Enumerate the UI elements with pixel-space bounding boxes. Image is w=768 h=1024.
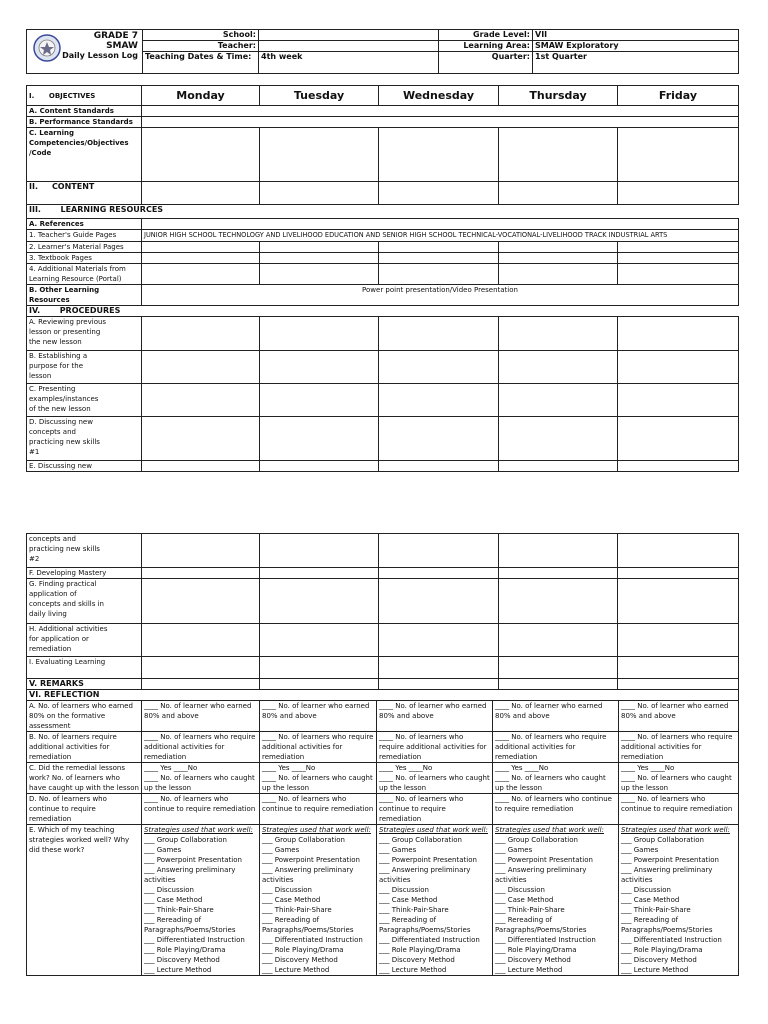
learning-resources-heading bbox=[27, 205, 739, 219]
cell bbox=[260, 624, 379, 657]
refl-d-friday: ____ No. of learners who continue to require remediation bbox=[619, 794, 739, 825]
proc-b-label: B. Establishing a purpose for the lesson bbox=[27, 351, 142, 384]
refl-c-tuesday: ____ Yes ____No ____ No. of learners who caught up the lesson bbox=[260, 763, 377, 794]
refl-a-monday: ____ No. of learner who earned 80% and above bbox=[142, 701, 260, 732]
header-logo-cell bbox=[27, 30, 143, 74]
cell bbox=[499, 568, 618, 579]
day-header-friday: Friday bbox=[618, 86, 739, 106]
page-1 bbox=[26, 29, 739, 472]
grade-level-value: VII bbox=[533, 30, 739, 41]
cell bbox=[499, 128, 618, 182]
additional-materials-label: 4. Additional Materials from Learning Resource (Portal) bbox=[27, 264, 142, 285]
refl-e-label: E. Which of my teaching strategies worked well? Why did these work? bbox=[27, 825, 142, 976]
cell bbox=[260, 351, 379, 384]
refl-b-friday: ____ No. of learners who require additional activities for remediation bbox=[619, 732, 739, 763]
content-heading bbox=[27, 182, 142, 205]
cell bbox=[379, 417, 499, 461]
section-label: LEARNING RESOURCES bbox=[60, 205, 164, 214]
refl-a-label: A. No. of learners who earned 80% on the formative assessment bbox=[27, 701, 142, 732]
cell bbox=[142, 253, 260, 264]
learners-material-label: 2. Learner's Material Pages bbox=[27, 242, 142, 253]
cell bbox=[618, 679, 739, 690]
strategies-heading: Strategies used that work well: bbox=[144, 826, 253, 834]
refl-a-wednesday: ____ No. of learner who earned 80% and above bbox=[377, 701, 493, 732]
cell bbox=[618, 317, 739, 351]
section-label: OBJECTIVES bbox=[48, 91, 96, 100]
cell bbox=[379, 461, 499, 472]
performance-standards-value bbox=[142, 117, 739, 128]
lesson-table-page2 bbox=[26, 533, 739, 701]
cell bbox=[260, 679, 379, 690]
cell bbox=[618, 579, 739, 624]
cell bbox=[618, 351, 739, 384]
strategies-list: ___ Group Collaboration ___ Games ___ Powerpoint Presentation ___ Answering preliminary activities ___ Discussion ___ Case Method ___ Think-Pair-Share ___ Rereading of Paragraphs/Poems/Stories ___ Differentiated Instruction ___ Role Playing/Drama ___ Discovery Method ___ Lecture Method bbox=[379, 836, 480, 974]
cell bbox=[142, 461, 260, 472]
refl-b-wednesday: ____ No. of learners who require additional activities for remediation bbox=[377, 732, 493, 763]
cell bbox=[260, 417, 379, 461]
cell bbox=[260, 657, 379, 679]
cell bbox=[260, 384, 379, 417]
section-num: I. bbox=[29, 91, 35, 100]
cell bbox=[142, 384, 260, 417]
cell bbox=[142, 242, 260, 253]
quarter-label: Quarter: bbox=[439, 52, 533, 74]
page-2 bbox=[26, 533, 739, 976]
refl-d-monday: ____ No. of learners who continue to require remediation bbox=[142, 794, 260, 825]
cell bbox=[379, 384, 499, 417]
day-header-tuesday: Tuesday bbox=[260, 86, 379, 106]
cell bbox=[142, 579, 260, 624]
cell bbox=[379, 182, 499, 205]
learning-area-label: Learning Area: bbox=[439, 41, 533, 52]
cell bbox=[499, 384, 618, 417]
objectives-heading bbox=[27, 86, 142, 106]
cell bbox=[142, 568, 260, 579]
cell bbox=[260, 253, 379, 264]
refl-e-monday bbox=[142, 825, 260, 976]
cell bbox=[499, 461, 618, 472]
cell bbox=[618, 568, 739, 579]
lesson-table-page1 bbox=[26, 85, 739, 472]
cell bbox=[499, 417, 618, 461]
cell bbox=[499, 657, 618, 679]
cell bbox=[618, 657, 739, 679]
refl-a-tuesday: ____ No. of learner who earned 80% and above bbox=[260, 701, 377, 732]
proc-h-label: H. Additional activities for application or remediation bbox=[27, 624, 142, 657]
performance-standards-label: B. Performance Standards bbox=[27, 117, 142, 128]
cell bbox=[618, 253, 739, 264]
day-header-thursday: Thursday bbox=[499, 86, 618, 106]
cell bbox=[142, 657, 260, 679]
cell bbox=[260, 182, 379, 205]
strategies-heading: Strategies used that work well: bbox=[262, 826, 371, 834]
cell bbox=[618, 264, 739, 285]
strategies-list: ___ Group Collaboration ___ Games ___ Powerpoint Presentation ___ Answering preliminary activities ___ Discussion ___ Case Method ___ Think-Pair-Share ___ Rereading of Paragraphs/Poems/Stories ___ Differentiated Instruction ___ Role Playing/Drama ___ Discovery Method ___ Lecture Method bbox=[144, 836, 245, 974]
cell bbox=[618, 624, 739, 657]
proc-i-label: I. Evaluating Learning bbox=[27, 657, 142, 679]
teachers-guide-label: 1. Teacher's Guide Pages bbox=[27, 230, 142, 242]
teachers-guide-value: JUNIOR HIGH SCHOOL TECHNOLOGY AND LIVELIHOOD EDUCATION AND SENIOR HIGH SCHOOL TECHNICAL-VOCATIONAL-LIVELIHOOD TRACK INDUSTRIAL ARTS bbox=[142, 230, 739, 242]
cell bbox=[379, 242, 499, 253]
cell bbox=[260, 568, 379, 579]
section-label: PROCEDURES bbox=[59, 306, 121, 315]
refl-e-friday bbox=[619, 825, 739, 976]
header-table bbox=[26, 29, 739, 74]
cell bbox=[499, 534, 618, 568]
cell bbox=[499, 624, 618, 657]
refl-d-label: D. No. of learners who continue to require remediation bbox=[27, 794, 142, 825]
other-resources-label: B. Other Learning Resources bbox=[27, 285, 142, 306]
procedures-heading bbox=[27, 306, 739, 317]
cell bbox=[499, 351, 618, 384]
proc-g-label: G. Finding practical application of concepts and skills in daily living bbox=[27, 579, 142, 624]
cell bbox=[618, 534, 739, 568]
cell bbox=[379, 351, 499, 384]
textbook-label: 3. Textbook Pages bbox=[27, 253, 142, 264]
dates-label: Teaching Dates & Time: bbox=[143, 52, 259, 74]
cell bbox=[142, 534, 260, 568]
refl-c-monday: ____ Yes ____No ____ No. of learners who caught up the lesson bbox=[142, 763, 260, 794]
school-label: School: bbox=[143, 30, 259, 41]
teacher-value bbox=[259, 41, 439, 52]
refl-c-thursday: ____ Yes ____No ____ No. of learners who caught up the lesson bbox=[493, 763, 619, 794]
refl-b-label: B. No. of learners require additional activities for remediation bbox=[27, 732, 142, 763]
proc-f-label: F. Developing Mastery bbox=[27, 568, 142, 579]
quarter-value: 1st Quarter bbox=[533, 52, 739, 74]
cell bbox=[618, 461, 739, 472]
cell bbox=[142, 624, 260, 657]
day-header-monday: Monday bbox=[142, 86, 260, 106]
remarks-heading: V. REMARKS bbox=[27, 679, 142, 690]
strategies-list: ___ Group Collaboration ___ Games ___ Powerpoint Presentation ___ Answering preliminary activities ___ Discussion ___ Case Method ___ Think-Pair-Share ___ Rereading of Paragraphs/Poems/Stories ___ Differentiated Instruction ___ Role Playing/Drama ___ Discovery Method ___ Lecture Method bbox=[495, 836, 596, 974]
cell bbox=[379, 534, 499, 568]
proc-d-label: D. Discussing new concepts and practicing new skills #1 bbox=[27, 417, 142, 461]
dates-value: 4th week bbox=[259, 52, 439, 74]
strategies-list: ___ Group Collaboration ___ Games ___ Powerpoint Presentation ___ Answering preliminary activities ___ Discussion ___ Case Method ___ Think-Pair-Share ___ Rereading of Paragraphs/Poems/Stories ___ Differentiated Instruction ___ Role Playing/Drama ___ Discovery Method ___ Lecture Method bbox=[262, 836, 363, 974]
cell bbox=[379, 579, 499, 624]
cell bbox=[499, 242, 618, 253]
refl-c-label: C. Did the remedial lessons work? No. of learners who have caught up with the lesson bbox=[27, 763, 142, 794]
refl-c-friday: ____ Yes ____No ____ No. of learners who caught up the lesson bbox=[619, 763, 739, 794]
cell bbox=[142, 417, 260, 461]
refl-b-thursday: ____ No. of learners who require additional activities for remediation bbox=[493, 732, 619, 763]
content-standards-value bbox=[142, 106, 739, 117]
cell bbox=[618, 242, 739, 253]
strategies-heading: Strategies used that work well: bbox=[379, 826, 488, 834]
subject-label: SMAW bbox=[106, 41, 138, 51]
cell bbox=[499, 253, 618, 264]
day-header-wednesday: Wednesday bbox=[379, 86, 499, 106]
cell bbox=[379, 317, 499, 351]
cell bbox=[379, 264, 499, 285]
cell bbox=[142, 128, 260, 182]
cell bbox=[142, 264, 260, 285]
proc-e-label-top: E. Discussing new bbox=[27, 461, 142, 472]
cell bbox=[379, 657, 499, 679]
proc-a-label: A. Reviewing previous lesson or presenting the new lesson bbox=[27, 317, 142, 351]
cell bbox=[379, 568, 499, 579]
section-num: II. bbox=[29, 182, 38, 191]
cell bbox=[260, 317, 379, 351]
grade-level-label: Grade Level: bbox=[439, 30, 533, 41]
cell bbox=[260, 242, 379, 253]
cell bbox=[260, 128, 379, 182]
refl-c-wednesday: ____ Yes ____No ____ No. of learners who caught up the lesson bbox=[377, 763, 493, 794]
school-value bbox=[259, 30, 439, 41]
refl-b-monday: ____ No. of learners who require additional activities for remediation bbox=[142, 732, 260, 763]
refl-e-wednesday bbox=[377, 825, 493, 976]
learning-competencies-label: C. Learning Competencies/Objectives /Code bbox=[27, 128, 142, 182]
strategies-heading: Strategies used that work well: bbox=[621, 826, 730, 834]
deped-seal-icon bbox=[33, 34, 61, 62]
log-title: Daily Lesson Log bbox=[62, 51, 138, 60]
refl-d-thursday: ____ No. of learners who continue to require remediation bbox=[493, 794, 619, 825]
proc-c-label: C. Presenting examples/instances of the new lesson bbox=[27, 384, 142, 417]
cell bbox=[142, 317, 260, 351]
cell bbox=[499, 317, 618, 351]
cell bbox=[618, 128, 739, 182]
cell bbox=[260, 461, 379, 472]
cell bbox=[260, 534, 379, 568]
cell bbox=[260, 264, 379, 285]
section-label: CONTENT bbox=[51, 182, 95, 191]
refl-e-thursday bbox=[493, 825, 619, 976]
refl-d-tuesday: ____ No. of learners who continue to require remediation bbox=[260, 794, 377, 825]
learning-area-value: SMAW Exploratory bbox=[533, 41, 739, 52]
reflection-heading: VI. REFLECTION bbox=[27, 690, 739, 701]
refl-e-tuesday bbox=[260, 825, 377, 976]
refl-a-friday: ____ No. of learner who earned 80% and above bbox=[619, 701, 739, 732]
cell bbox=[618, 417, 739, 461]
section-num: IV. bbox=[29, 306, 41, 315]
cell bbox=[379, 128, 499, 182]
cell bbox=[260, 579, 379, 624]
refl-d-wednesday: ____ No. of learners who continue to require remediation bbox=[377, 794, 493, 825]
strategies-heading: Strategies used that work well: bbox=[495, 826, 604, 834]
cell bbox=[499, 264, 618, 285]
cell bbox=[142, 679, 260, 690]
cell bbox=[142, 182, 260, 205]
cell bbox=[618, 384, 739, 417]
section-num: III. bbox=[29, 205, 41, 214]
refl-a-thursday: ____ No. of learner who earned 80% and above bbox=[493, 701, 619, 732]
cell bbox=[379, 253, 499, 264]
cell bbox=[499, 182, 618, 205]
cell bbox=[142, 351, 260, 384]
cell bbox=[499, 679, 618, 690]
references-value bbox=[142, 219, 739, 230]
content-standards-label: A. Content Standards bbox=[27, 106, 142, 117]
strategies-list: ___ Group Collaboration ___ Games ___ Powerpoint Presentation ___ Answering preliminary activities ___ Discussion ___ Case Method ___ Think-Pair-Share ___ Rereading of Paragraphs/Poems/Stories ___ Differentiated Instruction ___ Role Playing/Drama ___ Discovery Method ___ Lecture Method bbox=[621, 836, 722, 974]
grade-label: GRADE 7 bbox=[93, 31, 138, 41]
other-resources-value: Power point presentation/Video Presentation bbox=[142, 285, 739, 306]
proc-e-label-bottom: concepts and practicing new skills #2 bbox=[27, 534, 142, 568]
cell bbox=[618, 182, 739, 205]
teacher-label: Teacher: bbox=[143, 41, 259, 52]
references-label: A. References bbox=[27, 219, 142, 230]
cell bbox=[499, 579, 618, 624]
cell bbox=[379, 679, 499, 690]
cell bbox=[379, 624, 499, 657]
refl-b-tuesday: ____ No. of learners who require additional activities for remediation bbox=[260, 732, 377, 763]
reflection-table bbox=[26, 700, 739, 976]
